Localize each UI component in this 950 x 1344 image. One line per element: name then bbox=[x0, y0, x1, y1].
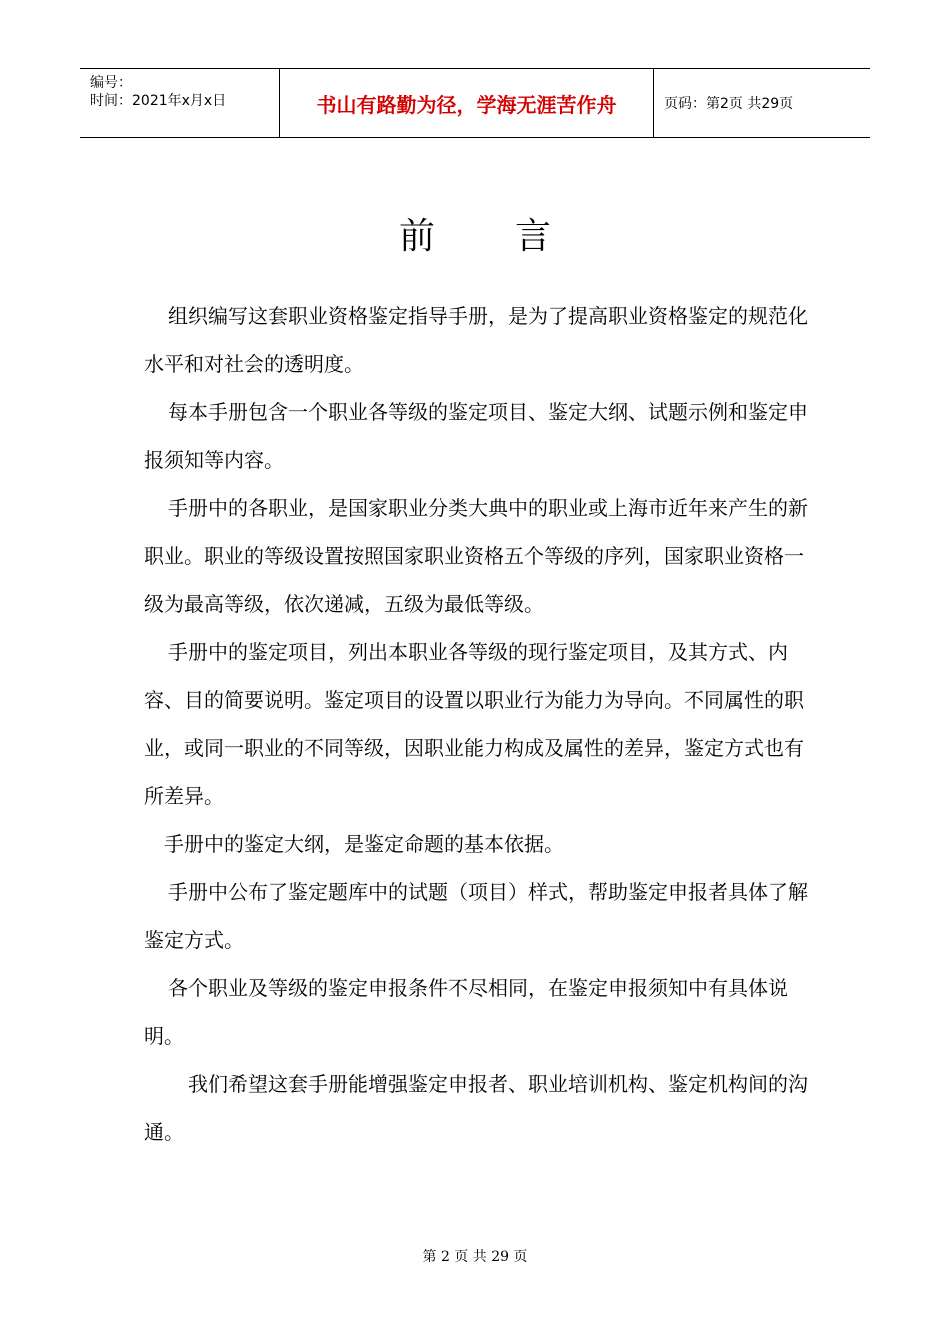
paragraph: 各个职业及等级的鉴定申报条件不尽相同，在鉴定申报须知中有具体说明。 bbox=[144, 976, 788, 1048]
header-number-label: 编号： bbox=[90, 75, 132, 91]
document-body bbox=[144, 292, 810, 1156]
page-header bbox=[80, 68, 870, 138]
paragraph: 我们希望这套手册能增强鉴定申报者、职业培训机构、鉴定机构间的沟通。 bbox=[144, 1072, 808, 1144]
paragraph: 手册中公布了鉴定题库中的试题（项目）样式，帮助鉴定申报者具体了解鉴定方式。 bbox=[144, 880, 808, 952]
page-title: 前言 bbox=[398, 216, 631, 257]
paragraph: 组织编写这套职业资格鉴定指导手册，是为了提高职业资格鉴定的规范化水平和对社会的透明度。 bbox=[144, 304, 808, 376]
header-page-info: 页码：第2页 共29页 bbox=[664, 96, 794, 112]
paragraph: 手册中的鉴定大纲，是鉴定命题的基本依据。 bbox=[164, 832, 564, 856]
paragraph: 手册中的鉴定项目，列出本职业各等级的现行鉴定项目，及其方式、内容、目的简要说明。鉴定项目的设置以职业行为能力为导向。不同属性的职业，或同一职业的不同等级，因职业能力构成及属性的差异，鉴定方式也有所差异。 bbox=[144, 640, 804, 808]
header-time-label: 时间：2021年x月x日 bbox=[90, 93, 227, 109]
paragraph: 手册中的各职业，是国家职业分类大典中的职业或上海市近年来产生的新职业。职业的等级设置按照国家职业资格五个等级的序列，国家职业资格一级为最高等级，依次递减，五级为最低等级。 bbox=[144, 496, 808, 616]
page-footer: 第 2 页 共 29 页 bbox=[422, 1249, 528, 1265]
header-meta bbox=[80, 69, 280, 137]
paragraph: 每本手册包含一个职业各等级的鉴定项目、鉴定大纲、试题示例和鉴定申报须知等内容。 bbox=[144, 400, 808, 472]
header-motto: 书山有路勤为径，学海无涯苦作舟 bbox=[280, 69, 654, 137]
